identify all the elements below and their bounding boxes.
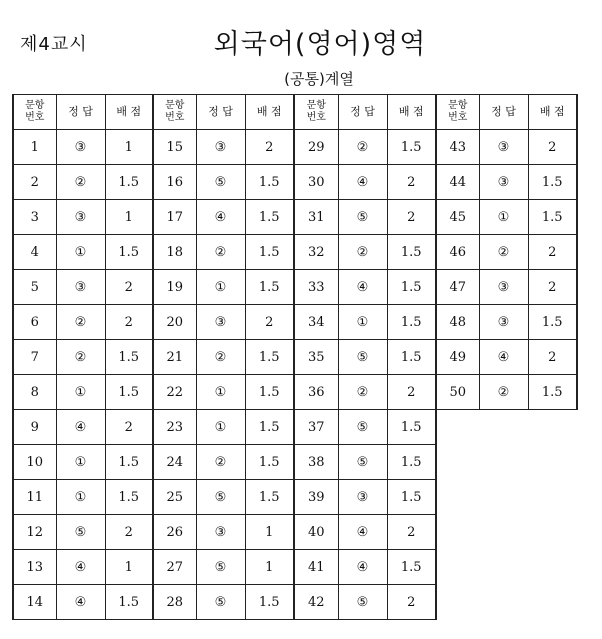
question-number-cell: 28 [153, 585, 196, 620]
question-number-cell: 45 [436, 200, 479, 235]
table-row [13, 340, 577, 375]
points-cell: 1.5 [245, 375, 294, 410]
points-cell: 1.5 [245, 340, 294, 375]
answer-cell: ② [56, 305, 105, 340]
question-number-cell: 2 [13, 165, 56, 200]
answer-cell: ⑤ [338, 340, 387, 375]
answer-cell: ② [196, 235, 245, 270]
points-cell: 2 [387, 200, 436, 235]
answer-cell: ③ [196, 130, 245, 165]
answer-cell: ⑤ [196, 165, 245, 200]
answer-cell: ④ [338, 515, 387, 550]
table-row [13, 165, 577, 200]
question-number-cell: 24 [153, 445, 196, 480]
points-cell: 1.5 [387, 340, 436, 375]
question-number-cell: 11 [13, 480, 56, 515]
question-number-cell: 4 [13, 235, 56, 270]
question-number-cell: 47 [436, 270, 479, 305]
points-cell: 1.5 [245, 410, 294, 445]
points-cell: 2 [105, 305, 153, 340]
question-number-cell: 6 [13, 305, 56, 340]
answer-cell: ⑤ [338, 585, 387, 620]
header-points: 배 점 [387, 95, 436, 130]
points-cell: 1.5 [387, 235, 436, 270]
answer-cell: ④ [56, 550, 105, 585]
answer-cell: ③ [56, 200, 105, 235]
points-cell: 1.5 [105, 235, 153, 270]
points-cell: 1 [245, 550, 294, 585]
points-cell: 1.5 [105, 445, 153, 480]
page-subtitle: (공통)계열 [284, 70, 354, 88]
question-number-cell: 19 [153, 270, 196, 305]
question-number-cell: 27 [153, 550, 196, 585]
answer-cell: ① [56, 445, 105, 480]
empty-cell [436, 515, 577, 550]
answer-cell: ② [196, 445, 245, 480]
empty-cell [436, 550, 577, 585]
answer-cell: ④ [338, 550, 387, 585]
points-cell: 1.5 [387, 410, 436, 445]
points-cell: 1.5 [245, 445, 294, 480]
answer-cell: ③ [56, 130, 105, 165]
points-cell: 1.5 [245, 585, 294, 620]
question-number-cell: 20 [153, 305, 196, 340]
points-cell: 1.5 [528, 375, 577, 410]
points-cell: 1.5 [105, 165, 153, 200]
points-cell: 1.5 [387, 130, 436, 165]
question-number-cell: 22 [153, 375, 196, 410]
points-cell: 2 [528, 130, 577, 165]
answer-cell: ② [479, 375, 528, 410]
question-number-cell: 26 [153, 515, 196, 550]
session-label: 제4교시 [20, 34, 88, 55]
question-number-cell: 41 [294, 550, 338, 585]
points-cell: 1 [105, 200, 153, 235]
empty-cell [436, 445, 577, 480]
question-number-cell: 16 [153, 165, 196, 200]
table-row [13, 200, 577, 235]
points-cell: 1.5 [528, 305, 577, 340]
answer-cell: ③ [196, 305, 245, 340]
header-question-number: 문항 번호 [13, 95, 56, 130]
header-question-number: 문항 번호 [436, 95, 479, 130]
question-number-cell: 48 [436, 305, 479, 340]
table-row [13, 375, 577, 410]
answer-cell: ③ [479, 165, 528, 200]
question-number-cell: 43 [436, 130, 479, 165]
points-cell: 1.5 [245, 235, 294, 270]
header-answer: 정 답 [196, 95, 245, 130]
points-cell: 1.5 [387, 550, 436, 585]
table-row [13, 410, 577, 445]
question-number-cell: 13 [13, 550, 56, 585]
answer-cell: ③ [479, 270, 528, 305]
points-cell: 2 [528, 340, 577, 375]
points-cell: 2 [245, 130, 294, 165]
answer-cell: ③ [338, 480, 387, 515]
answer-cell: ① [196, 410, 245, 445]
table-row [13, 305, 577, 340]
points-cell: 1.5 [245, 200, 294, 235]
page-title: 외국어(영어)영역 [213, 29, 427, 60]
answer-cell: ④ [479, 340, 528, 375]
answer-cell: ② [338, 375, 387, 410]
answer-cell: ① [196, 270, 245, 305]
answer-cell: ② [479, 235, 528, 270]
points-cell: 1.5 [245, 165, 294, 200]
answer-cell: ⑤ [338, 410, 387, 445]
header-answer: 정 답 [338, 95, 387, 130]
answer-cell: ③ [196, 515, 245, 550]
empty-cell [436, 410, 577, 445]
answer-cell: ④ [56, 585, 105, 620]
points-cell: 1.5 [387, 305, 436, 340]
table-row [13, 585, 577, 620]
answer-cell: ⑤ [196, 480, 245, 515]
question-number-cell: 21 [153, 340, 196, 375]
question-number-cell: 44 [436, 165, 479, 200]
points-cell: 1.5 [105, 480, 153, 515]
points-cell: 2 [387, 585, 436, 620]
points-cell: 2 [387, 515, 436, 550]
answer-cell: ③ [479, 305, 528, 340]
points-cell: 1 [105, 550, 153, 585]
question-number-cell: 29 [294, 130, 338, 165]
answer-cell: ③ [56, 270, 105, 305]
answer-cell: ④ [338, 270, 387, 305]
question-number-cell: 49 [436, 340, 479, 375]
answer-cell: ② [338, 235, 387, 270]
question-number-cell: 18 [153, 235, 196, 270]
points-cell: 1.5 [387, 270, 436, 305]
table-row [13, 515, 577, 550]
table-row [13, 130, 577, 165]
answer-cell: ① [338, 305, 387, 340]
table-row [13, 480, 577, 515]
points-cell: 2 [105, 515, 153, 550]
answer-cell: ⑤ [338, 445, 387, 480]
question-number-cell: 40 [294, 515, 338, 550]
points-cell: 1.5 [105, 585, 153, 620]
header-points: 배 점 [245, 95, 294, 130]
points-cell: 1.5 [105, 375, 153, 410]
answer-cell: ① [479, 200, 528, 235]
question-number-cell: 37 [294, 410, 338, 445]
question-number-cell: 42 [294, 585, 338, 620]
question-number-cell: 36 [294, 375, 338, 410]
header-answer: 정 답 [479, 95, 528, 130]
answer-cell: ② [56, 165, 105, 200]
question-number-cell: 31 [294, 200, 338, 235]
question-number-cell: 9 [13, 410, 56, 445]
question-number-cell: 23 [153, 410, 196, 445]
empty-cell [436, 480, 577, 515]
points-cell: 1.5 [245, 480, 294, 515]
points-cell: 1 [245, 515, 294, 550]
question-number-cell: 12 [13, 515, 56, 550]
answer-cell: ⑤ [196, 585, 245, 620]
answer-cell: ④ [196, 200, 245, 235]
answer-cell: ④ [338, 165, 387, 200]
answer-cell: ① [56, 480, 105, 515]
header-answer: 정 답 [56, 95, 105, 130]
question-number-cell: 5 [13, 270, 56, 305]
points-cell: 2 [387, 375, 436, 410]
header-row [13, 95, 577, 130]
question-number-cell: 10 [13, 445, 56, 480]
question-number-cell: 7 [13, 340, 56, 375]
answer-cell: ⑤ [56, 515, 105, 550]
table-row [13, 445, 577, 480]
points-cell: 2 [105, 410, 153, 445]
answer-cell: ⑤ [196, 550, 245, 585]
empty-cell [436, 585, 577, 620]
answer-cell: ⑤ [338, 200, 387, 235]
points-cell: 1.5 [245, 270, 294, 305]
header-points: 배 점 [528, 95, 577, 130]
question-number-cell: 25 [153, 480, 196, 515]
question-number-cell: 32 [294, 235, 338, 270]
question-number-cell: 35 [294, 340, 338, 375]
answer-cell: ① [56, 235, 105, 270]
points-cell: 2 [387, 165, 436, 200]
points-cell: 2 [528, 235, 577, 270]
question-number-cell: 30 [294, 165, 338, 200]
question-number-cell: 33 [294, 270, 338, 305]
header-question-number: 문항 번호 [294, 95, 338, 130]
points-cell: 1.5 [528, 200, 577, 235]
table-row [13, 270, 577, 305]
points-cell: 2 [245, 305, 294, 340]
points-cell: 2 [528, 270, 577, 305]
header-points: 배 점 [105, 95, 153, 130]
points-cell: 1.5 [387, 480, 436, 515]
question-number-cell: 8 [13, 375, 56, 410]
question-number-cell: 14 [13, 585, 56, 620]
question-number-cell: 15 [153, 130, 196, 165]
question-number-cell: 1 [13, 130, 56, 165]
answer-cell: ④ [56, 410, 105, 445]
question-number-cell: 38 [294, 445, 338, 480]
answer-cell: ② [338, 130, 387, 165]
answer-cell: ② [196, 340, 245, 375]
answer-key-table [12, 94, 578, 620]
header-question-number: 문항 번호 [153, 95, 196, 130]
answer-cell: ① [56, 375, 105, 410]
question-number-cell: 3 [13, 200, 56, 235]
question-number-cell: 46 [436, 235, 479, 270]
points-cell: 1.5 [528, 165, 577, 200]
question-number-cell: 17 [153, 200, 196, 235]
points-cell: 1.5 [105, 340, 153, 375]
answer-cell: ② [56, 340, 105, 375]
question-number-cell: 34 [294, 305, 338, 340]
table-row [13, 550, 577, 585]
points-cell: 2 [105, 270, 153, 305]
answer-cell: ③ [479, 130, 528, 165]
points-cell: 1.5 [387, 445, 436, 480]
answer-cell: ① [196, 375, 245, 410]
question-number-cell: 50 [436, 375, 479, 410]
table-row [13, 235, 577, 270]
question-number-cell: 39 [294, 480, 338, 515]
points-cell: 1 [105, 130, 153, 165]
